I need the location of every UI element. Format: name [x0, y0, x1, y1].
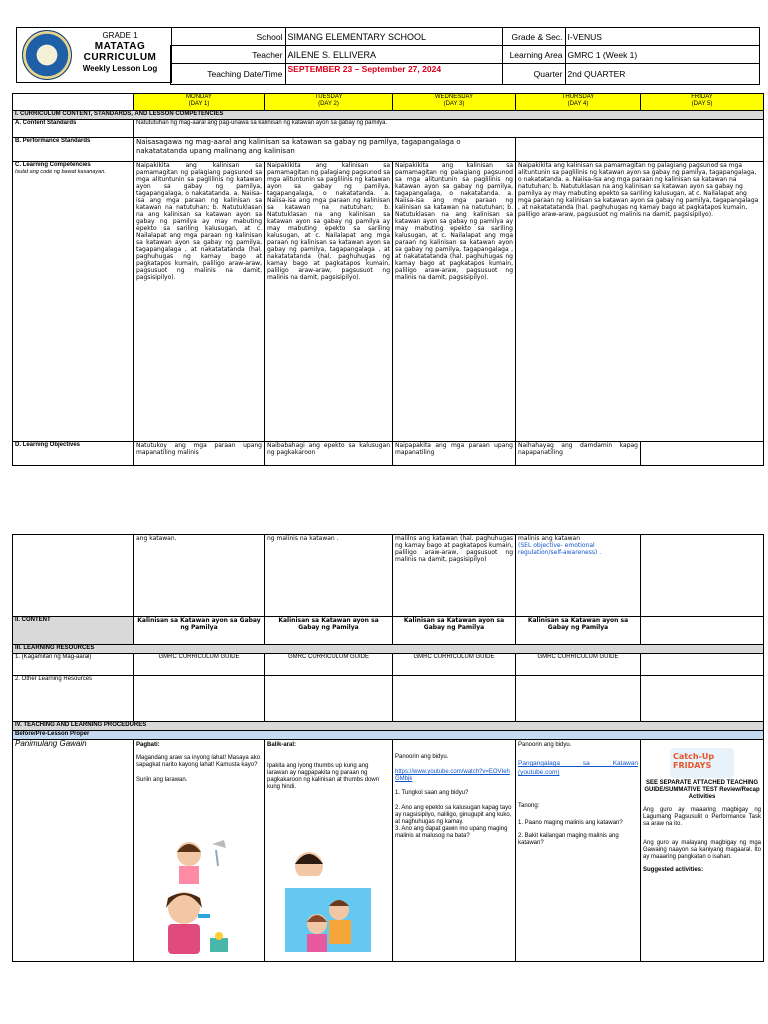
content-standards-value: Natututuhan ng mag-aaral ang pag-unawa sa kalinisan ng katawan ayon sa gabay ng pamilya. — [134, 120, 764, 138]
child-illustration — [289, 848, 329, 876]
balik-aral-title: Balik-aral: — [267, 742, 297, 748]
friday-text-2: Ang guro ay malayang magbigay ng mga Gawaing naayon sa kaniyang magaaral. Ito ay maaaring pangkatan o isahan. — [643, 840, 761, 860]
thu-question-2: 2. Bakit kailangan maging malinis ang katawan? — [518, 833, 619, 846]
content-label: II. CONTENT — [13, 617, 134, 645]
objectives-label: D. Learning Objectives — [13, 442, 134, 466]
objectives-cont-thursday: malinis ang katawan (SEL objective- emotional regulation/self-awareness) . — [516, 535, 641, 617]
objectives-cont-label — [13, 535, 134, 617]
curriculum-label: CURRICULUM — [83, 52, 157, 63]
mother-combing-illustration — [285, 888, 371, 952]
day-header-tuesday: TUESDAY (DAY 2) — [265, 94, 393, 111]
guide-monday: GMRC CURRICULUM GUIDE — [134, 654, 265, 676]
objectives-cont-monday: ang katawan. — [134, 535, 265, 617]
panimulang-gawain-label: Panimulang Gawain — [13, 740, 134, 962]
resource-2-label: 2. Other Learning Resources — [13, 676, 134, 722]
day-header-friday: FRIDAY (DAY 5) — [641, 94, 764, 111]
procedure-thursday — [516, 740, 641, 962]
school-value: SIMANG ELEMENTARY SCHOOL — [285, 28, 502, 46]
performance-standards-label: B. Performance Standards — [13, 138, 134, 162]
wed-question-3: 3. Ano ang dapat gawin mo upang maging malinis at malusog na bata? — [395, 826, 508, 839]
resource-2-tue — [265, 676, 393, 722]
header-table — [170, 27, 760, 85]
objectives-wednesday: Naipapakita ang mga paraan upang mapanatiling — [393, 442, 516, 466]
objectives-tuesday: Naibabahagi ang epekto sa kalusugan ng pagkakaroon — [265, 442, 393, 466]
learning-area-value: GMRC 1 (Week 1) — [565, 46, 760, 64]
balik-aral-text: Ipakita ang iyong thumbs up kung ang larawan ay nagpapakita ng paraan ng pagkakaroon ng kalinisan at thumbs down kung hindi. — [267, 763, 380, 790]
matatag-label: MATATAG — [94, 41, 146, 52]
day-header-thursday: THURSDAY (DAY 4) — [516, 94, 641, 111]
objectives-thursday: Naihahayag ang damdamin kapag napapanatiling — [516, 442, 641, 466]
objectives-cont-tuesday: ng malinis na katawan . — [265, 535, 393, 617]
resource-2-thu — [516, 676, 641, 722]
procedure-tuesday — [265, 740, 393, 962]
school-label: School — [171, 28, 286, 46]
grade-sec-value: I-VENUS — [565, 28, 760, 46]
competencies-tuesday: Naipakikita ang kalinisan sa pamamagitan ng palagiang pagsunod sa mga alituntunin sa paglilinis ng katawan ayon sa gabay ng pamilya, tagapangalaga, o nakatatanda. a. Naiisa-isa ang mga paraan ng kalinisan sa katawan na natutuhan; b. Natutuklasan na ang kalinisan sa katawan ayon sa gabay ng pamilya ay may mabuting epekto sa sariling kalusugan, at c. Nailalapat ang mga paraan ng kalinisan sa katawan ayon sa gabay ng pamilya, tagapangalaga , at nakatatatanda (hal. paghuhugas ng kamay bago at pagkatapos kumain, paliligo araw-araw, pagsusuot ng malinis na damit, pagsisipilyo). — [265, 162, 393, 442]
lesson-table-page-1 — [12, 93, 764, 466]
objectives-cont-friday — [641, 535, 764, 617]
objectives-cont-wednesday: malilns ang katawan (hal. paghuhugas ng kamay bago at pagkatapos kumain, paliligo araw-araw, pagsusuot ng malinis na damit, pagsisipilyo) — [393, 535, 516, 617]
competencies-label: C. Learning Competencies Isulat ang code ng bawat kasanayan. — [13, 162, 134, 442]
content-wednesday: Kalinisan sa Katawan ayon sa Gabay ng Pamilya — [393, 617, 516, 645]
wed-watch-text: Panoorin ang bidyu. — [395, 754, 449, 760]
lesson-table-page-2 — [12, 534, 764, 962]
content-standards-label: A. Content Standards — [13, 120, 134, 138]
performance-standards-value: Naisasagawa ng mag-aaral ang kalinisan sa katawan sa gabay ng pamilya, tagapangalaga o nakatatatanda upang malinang ang kalinisan — [134, 138, 516, 162]
resource-2-mon — [134, 676, 265, 722]
girl-brushing-teeth-illustration — [154, 886, 234, 956]
objectives-friday — [641, 442, 764, 466]
grade-sec-label: Grade & Sec. — [502, 28, 565, 46]
weekly-log-label: Weekly Lesson Log — [82, 64, 158, 73]
resource-2-wed — [393, 676, 516, 722]
resource-1-label: 1. (Kagamitan ng Mag-aaral) — [13, 654, 134, 676]
teacher-value: AILENE S. ELLIVERA — [285, 46, 502, 64]
procedure-wednesday — [393, 740, 516, 962]
guide-friday — [641, 654, 764, 676]
section-curriculum: I. CURRICULUM CONTENT, STANDARDS, AND LESSON COMPETENCIES — [13, 111, 764, 120]
procedure-monday — [134, 740, 265, 962]
guide-thursday: GMRC CURRICULUM GUIDE — [516, 654, 641, 676]
greeting-title: Pagbati: — [136, 742, 160, 748]
friday-text-1: Ang guro ay maaaring magbigay ng Lagumang Pagsusulit o Performance Task sa araw na ito. — [643, 807, 761, 827]
performance-standards-empty — [516, 138, 764, 162]
quarter-value: 2nd QUARTER — [565, 64, 760, 85]
thu-tanong-label: Tanong: — [518, 803, 540, 809]
logo-frame — [16, 27, 172, 83]
content-friday — [641, 617, 764, 645]
section-procedures: IV. TEACHING AND LEARNING PROCEDURES — [13, 722, 764, 731]
friday-guide-title: SEE SEPARATE ATTACHED TEACHING GUIDE/SUMMATIVE TEST Review/Recap Activities — [644, 780, 760, 800]
greeting-text: Magandang araw sa inyong lahat! Masaya ako sapagkat narito kayong lahat! Kamusta kayo? — [136, 755, 261, 768]
teacher-label: Teacher — [171, 46, 286, 64]
objectives-monday: Natutukoy ang mga paraan upang mapanatiling malinis — [134, 442, 265, 466]
thu-video-link[interactable]: Pangangalaga sa Katawan (youtube.com) — [518, 760, 638, 776]
wed-question-2: 2. Ano ang epekto sa kalusugan kapag tayo ay nagsisipilyo, naliligo, ginugupit ang kuko, at naghuhugas ng kamay. — [395, 805, 512, 825]
competencies-thursday: Naipakikita ang kalinisan sa pamamagitan ng palagiang pagsunod sa mga alituntunin sa paglilinis ng katawan ayon sa gabay ng pamilya, tagapangalaga, o nakatatanda. a. Naiisa-isa ang mga paraan ng kalinisan sa katawan na natutuhan; b. Natutuklasan na ang kalinisan sa katawan ayon sa gabay ng pamilya ay may mabuting epekto sa sariling kalusugan, at c. Nailalapat ang mga paraan ng kalinisan sa katawan ayon sa gabay ng pamilya, tagapangalaga , at nakatatatanda (hal. paghuhugas ng kamay bago at pagkatapos kumain, paliligo araw-araw, pagsusuot ng malinis na damit, pagsisipilyo). — [516, 162, 764, 442]
guide-wednesday: GMRC CURRICULUM GUIDE — [393, 654, 516, 676]
content-monday: Kalinisan sa Katawan ayon sa Gabay ng Pamilya — [134, 617, 265, 645]
date-value: SEPTEMBER 23 – September 27, 2024 — [285, 64, 502, 85]
content-tuesday: Kalinisan sa Katawan ayon sa Gabay ng Pamilya — [265, 617, 393, 645]
guide-tuesday: GMRC CURRICULUM GUIDE — [265, 654, 393, 676]
competencies-wednesday: Naipakikita ang kalinisan sa pamamagitan ng palagiang pagsunod sa mga alituntunin sa paglilinis ng katawan ayon sa gabay ng pamilya, tagapangalaga, o nakatatanda. a. Naiisa-isa ang mga paraan ng kalinisan sa katawan na natutuhan; b. Natutuklasan na ang kalinisan sa katawan ayon sa gabay ng pamilya ay may mabuting epekto sa sariling kalusugan, at c. Nailalapat ang mga paraan ng kalinisan sa katawan ayon sa gabay ng pamilya, tagapangalaga , at nakatatatanda (hal. paghuhugas ng kamay bago at pagkatapos kumain, paliligo araw-araw, pagsusuot ng malinis na damit, pagsisipilyo). — [393, 162, 516, 442]
date-label: Teaching Date/Time — [171, 64, 286, 85]
competencies-monday: Naipakikita ang kalinisan sa pamamagitan ng palagiang pagsunod sa mga alituntunin sa paglilinis ng katawan ayon sa gabay ng pamilya, tagapangalaga, o nakatatanda. a. Naiisa-isa ang mga paraan ng kalinisan sa katawan na natutuhan; b. Natutuklasan na ang kalinisan sa katawan ayon sa gabay ng pamilya ay may mabuting epekto sa sariling kalusugan, at c. Nailalapat ang mga paraan ng kalinisan sa katawan ayon sa gabay ng pamilya, tagapangalaga , at nakatatatanda (hal. paghuhugas ng kamay bago at pagkatapos kumain, paliligo araw-araw, pagsusuot ng malinis na damit, pagsisipilyo). — [134, 162, 265, 442]
resource-2-fri — [641, 676, 764, 722]
girl-washing-illustration — [164, 836, 234, 884]
wed-question-1: 1. Tungkol saan ang bidyu? — [395, 790, 469, 796]
corner-cell — [13, 94, 134, 111]
suriin-text: Suriin ang larawan. — [136, 777, 188, 783]
catch-up-fridays-logo: Catch-Up FRIDAYS — [670, 748, 734, 778]
section-before-lesson: Before/Pre-Lesson Proper — [13, 731, 764, 740]
thu-question-1: 1. Paano maging malinis ang katawan? — [518, 820, 623, 826]
day-header-monday: MONDAY (DAY 1) — [134, 94, 265, 111]
procedure-friday — [641, 740, 764, 962]
day-header-wednesday: WEDNESDAY (DAY 3) — [393, 94, 516, 111]
learning-area-label: Learning Area — [502, 46, 565, 64]
wed-video-link[interactable]: https://www.youtube.com/watch?v=EOVIehGMbjk — [395, 769, 510, 782]
section-resources: III. LEARNING RESOURCES — [13, 645, 764, 654]
suggested-activities: Suggested activities: — [643, 867, 704, 873]
quarter-label: Quarter — [502, 64, 565, 85]
grade-label: GRADE 1 — [102, 31, 138, 40]
thu-watch-text: Panoorin ang bidyu. — [518, 742, 572, 748]
content-thursday: Kalinisan sa Katawan ayon sa Gabay ng Pamilya — [516, 617, 641, 645]
sel-objective: (SEL objective- emotional regulation/self-awareness) . — [518, 542, 602, 556]
